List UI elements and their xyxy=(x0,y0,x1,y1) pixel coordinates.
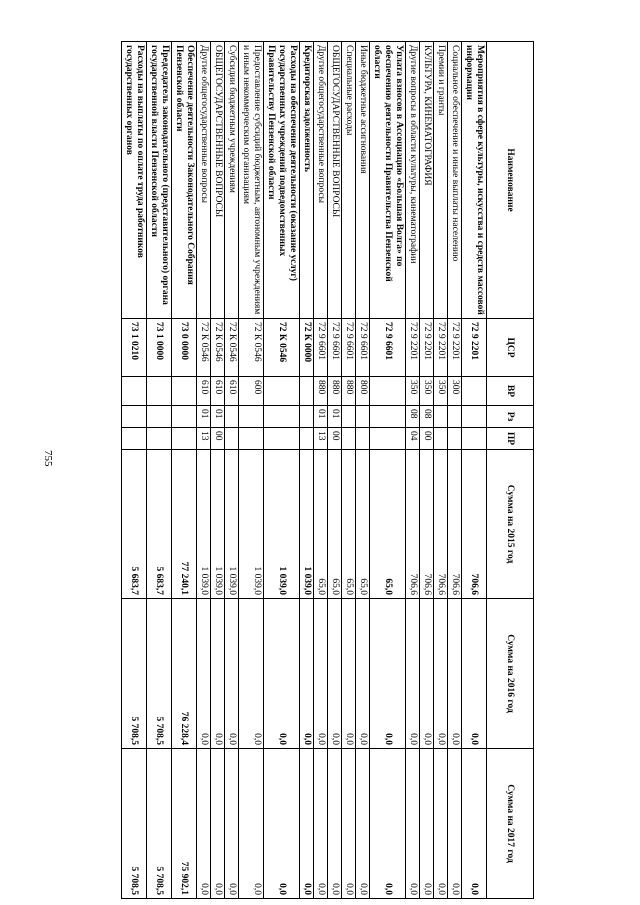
cell-rz xyxy=(122,406,147,428)
header-rz: Рз xyxy=(487,406,534,428)
cell-2017: 0,0 xyxy=(197,749,211,899)
cell-2016: 0,0 xyxy=(211,599,225,749)
table-row xyxy=(342,42,356,899)
cell-rz: 01 xyxy=(211,406,225,428)
cell-vr: 880 xyxy=(314,377,328,406)
table-body xyxy=(122,42,487,899)
cell-vr: 880 xyxy=(342,377,356,406)
table-row xyxy=(211,42,225,899)
cell-2016: 0,0 xyxy=(356,599,370,749)
cell-csr: 72 К 0000 xyxy=(300,319,314,377)
page-number: 755 xyxy=(42,450,54,467)
cell-2015: 1 039,0 xyxy=(300,450,314,599)
cell-name: Председатель законодательного (представительного) органа государственной власти Пензенской области xyxy=(147,42,172,319)
cell-vr: 610 xyxy=(225,377,239,406)
cell-2015: 1 039,0 xyxy=(197,450,211,599)
header-2017: Сумма на 2017 год xyxy=(487,749,534,899)
cell-csr: 72 9 2201 xyxy=(434,319,448,377)
header-csr: ЦСР xyxy=(487,319,534,377)
cell-name: ОБЩЕГОСУДАРСТВЕННЫЕ ВОПРОСЫ xyxy=(328,42,342,319)
cell-pr: 13 xyxy=(314,428,328,450)
cell-csr: 72 К 0546 xyxy=(264,319,300,377)
cell-vr: 350 xyxy=(406,377,420,406)
cell-csr: 72 9 2201 xyxy=(420,319,434,377)
cell-2016: 0,0 xyxy=(264,599,300,749)
cell-2016: 0,0 xyxy=(300,599,314,749)
cell-pr xyxy=(172,428,197,450)
cell-rz xyxy=(434,406,448,428)
cell-2015: 706,6 xyxy=(420,450,434,599)
cell-vr xyxy=(300,377,314,406)
cell-vr: 610 xyxy=(197,377,211,406)
cell-2017: 0,0 xyxy=(300,749,314,899)
cell-vr: 610 xyxy=(211,377,225,406)
budget-table xyxy=(121,41,534,899)
cell-pr: 00 xyxy=(328,428,342,450)
cell-2015: 1 039,0 xyxy=(239,450,264,599)
cell-name: Предоставление субсидий бюджетным, автономным учреждениям и иным некоммерческим организациям xyxy=(239,42,264,319)
cell-name: Другие общегосударственные вопросы xyxy=(314,42,328,319)
cell-2017: 75 902,1 xyxy=(172,749,197,899)
cell-csr: 72 К 0546 xyxy=(239,319,264,377)
cell-vr xyxy=(122,377,147,406)
cell-pr xyxy=(356,428,370,450)
cell-2017: 0,0 xyxy=(434,749,448,899)
cell-rz xyxy=(342,406,356,428)
cell-2017: 0,0 xyxy=(370,749,406,899)
cell-2016: 0,0 xyxy=(328,599,342,749)
cell-csr: 73 1 0210 xyxy=(122,319,147,377)
cell-vr: 350 xyxy=(420,377,434,406)
cell-vr xyxy=(147,377,172,406)
cell-2016: 0,0 xyxy=(239,599,264,749)
cell-2016: 0,0 xyxy=(406,599,420,749)
cell-csr: 72 К 0546 xyxy=(211,319,225,377)
cell-csr: 72 9 6601 xyxy=(314,319,328,377)
cell-2015: 706,6 xyxy=(462,450,487,599)
cell-vr: 300 xyxy=(448,377,462,406)
cell-2016: 0,0 xyxy=(462,599,487,749)
cell-2017: 0,0 xyxy=(225,749,239,899)
cell-2015: 706,6 xyxy=(434,450,448,599)
cell-name: Другие вопросы в области культуры, кинематографии xyxy=(406,42,420,319)
cell-rz xyxy=(225,406,239,428)
cell-2016: 0,0 xyxy=(314,599,328,749)
cell-vr xyxy=(172,377,197,406)
cell-vr xyxy=(462,377,487,406)
table-row xyxy=(239,42,264,899)
cell-csr: 72 9 6601 xyxy=(356,319,370,377)
cell-2016: 5 708,5 xyxy=(147,599,172,749)
cell-csr: 73 0 0000 xyxy=(172,319,197,377)
table-row xyxy=(147,42,172,899)
cell-pr xyxy=(225,428,239,450)
cell-2017: 5 708,5 xyxy=(122,749,147,899)
cell-pr: 04 xyxy=(406,428,420,450)
header-vr: ВР xyxy=(487,377,534,406)
cell-2016: 0,0 xyxy=(197,599,211,749)
cell-pr xyxy=(462,428,487,450)
cell-rz: 01 xyxy=(328,406,342,428)
cell-vr: 350 xyxy=(434,377,448,406)
cell-2015: 1 039,0 xyxy=(211,450,225,599)
cell-name: Премии и гранты xyxy=(434,42,448,319)
cell-2017: 0,0 xyxy=(406,749,420,899)
cell-2015: 5 683,7 xyxy=(122,450,147,599)
cell-rz xyxy=(172,406,197,428)
cell-2015: 65,0 xyxy=(342,450,356,599)
cell-csr: 72 9 2201 xyxy=(462,319,487,377)
table-row xyxy=(122,42,147,899)
budget-table-container xyxy=(104,41,534,898)
cell-2016: 0,0 xyxy=(434,599,448,749)
cell-name: ОБЩЕГОСУДАРСТВЕННЫЕ ВОПРОСЫ xyxy=(211,42,225,319)
cell-2016: 0,0 xyxy=(225,599,239,749)
cell-vr: 600 xyxy=(239,377,264,406)
cell-pr xyxy=(264,428,300,450)
cell-csr: 72 9 6601 xyxy=(342,319,356,377)
cell-name: Иные бюджетные ассигнования xyxy=(356,42,370,319)
cell-2016: 0,0 xyxy=(448,599,462,749)
cell-2015: 65,0 xyxy=(328,450,342,599)
cell-csr: 72 9 6601 xyxy=(328,319,342,377)
cell-rz xyxy=(264,406,300,428)
cell-rz: 08 xyxy=(406,406,420,428)
cell-name: Другие общегосударственные вопросы xyxy=(197,42,211,319)
cell-2017: 0,0 xyxy=(462,749,487,899)
cell-2015: 706,6 xyxy=(448,450,462,599)
cell-name: Социальное обеспечение и иные выплаты населению xyxy=(448,42,462,319)
cell-pr xyxy=(147,428,172,450)
cell-2016: 0,0 xyxy=(420,599,434,749)
cell-2015: 1 039,0 xyxy=(225,450,239,599)
cell-rz xyxy=(300,406,314,428)
rotated-table-area xyxy=(104,41,534,898)
cell-csr: 72 9 2201 xyxy=(406,319,420,377)
table-row xyxy=(314,42,328,899)
table-row xyxy=(225,42,239,899)
cell-csr: 72 9 2201 xyxy=(448,319,462,377)
cell-2017: 0,0 xyxy=(420,749,434,899)
cell-vr: 880 xyxy=(328,377,342,406)
table-header-row xyxy=(487,42,534,899)
cell-csr: 72 К 0546 xyxy=(197,319,211,377)
cell-2015: 65,0 xyxy=(370,450,406,599)
cell-2016: 0,0 xyxy=(342,599,356,749)
cell-2017: 0,0 xyxy=(239,749,264,899)
cell-pr xyxy=(342,428,356,450)
cell-2017: 0,0 xyxy=(448,749,462,899)
cell-rz xyxy=(462,406,487,428)
table-row xyxy=(300,42,314,899)
cell-pr xyxy=(370,428,406,450)
cell-vr xyxy=(264,377,300,406)
cell-vr xyxy=(370,377,406,406)
header-name: Наименование xyxy=(487,42,534,319)
table-row xyxy=(448,42,462,899)
cell-2015: 5 683,7 xyxy=(147,450,172,599)
cell-name: Уплата взносов в Ассоциацию «Большая Волга» по обеспечению деятельности Правительства Пензенской области xyxy=(370,42,406,319)
cell-2015: 65,0 xyxy=(314,450,328,599)
cell-pr xyxy=(434,428,448,450)
cell-2015: 77 240,1 xyxy=(172,450,197,599)
cell-rz xyxy=(370,406,406,428)
table-row xyxy=(356,42,370,899)
cell-rz: 01 xyxy=(314,406,328,428)
table-row xyxy=(370,42,406,899)
cell-csr: 72 9 6601 xyxy=(370,319,406,377)
cell-name: Мероприятия в сфере культуры, искусства и средств массовой информации xyxy=(462,42,487,319)
cell-2016: 5 708,5 xyxy=(122,599,147,749)
table-row xyxy=(197,42,211,899)
table-row xyxy=(328,42,342,899)
cell-rz xyxy=(448,406,462,428)
table-row xyxy=(462,42,487,899)
header-pr: ПР xyxy=(487,428,534,450)
table-row xyxy=(264,42,300,899)
cell-2017: 0,0 xyxy=(211,749,225,899)
cell-rz xyxy=(147,406,172,428)
cell-name: КУЛЬТУРА, КИНЕМАТОГРАФИЯ xyxy=(420,42,434,319)
cell-pr: 00 xyxy=(420,428,434,450)
cell-rz xyxy=(239,406,264,428)
cell-pr xyxy=(122,428,147,450)
cell-rz xyxy=(356,406,370,428)
cell-2016: 0,0 xyxy=(370,599,406,749)
cell-csr: 72 К 0546 xyxy=(225,319,239,377)
cell-2017: 0,0 xyxy=(342,749,356,899)
cell-name: Субсидии бюджетным учреждениям xyxy=(225,42,239,319)
cell-pr: 00 xyxy=(211,428,225,450)
cell-2017: 0,0 xyxy=(264,749,300,899)
cell-2017: 5 708,5 xyxy=(147,749,172,899)
cell-2017: 0,0 xyxy=(314,749,328,899)
cell-2016: 76 228,4 xyxy=(172,599,197,749)
cell-rz: 01 xyxy=(197,406,211,428)
cell-name: Кредиторская задолженность xyxy=(300,42,314,319)
header-2015: Сумма на 2015 год xyxy=(487,450,534,599)
table-row xyxy=(420,42,434,899)
table-row xyxy=(434,42,448,899)
cell-pr xyxy=(239,428,264,450)
cell-pr xyxy=(448,428,462,450)
cell-2015: 65,0 xyxy=(356,450,370,599)
cell-csr: 73 1 0000 xyxy=(147,319,172,377)
cell-name: Обеспечение деятельности Законодательного Собрания Пензенской области xyxy=(172,42,197,319)
cell-name: Расходы на выплаты по оплате труда работников государственных органов xyxy=(122,42,147,319)
cell-2015: 706,6 xyxy=(406,450,420,599)
cell-name: Специальные расходы xyxy=(342,42,356,319)
header-2016: Сумма на 2016 год xyxy=(487,599,534,749)
cell-vr: 800 xyxy=(356,377,370,406)
cell-2017: 0,0 xyxy=(328,749,342,899)
cell-pr xyxy=(300,428,314,450)
table-row xyxy=(406,42,420,899)
table-row xyxy=(172,42,197,899)
cell-rz: 08 xyxy=(420,406,434,428)
cell-2015: 1 039,0 xyxy=(264,450,300,599)
cell-2017: 0,0 xyxy=(356,749,370,899)
cell-pr: 13 xyxy=(197,428,211,450)
cell-name: Расходы на обеспечение деятельности (оказание услуг) государственных учреждений подведомственных Правительству Пензенской области xyxy=(264,42,300,319)
